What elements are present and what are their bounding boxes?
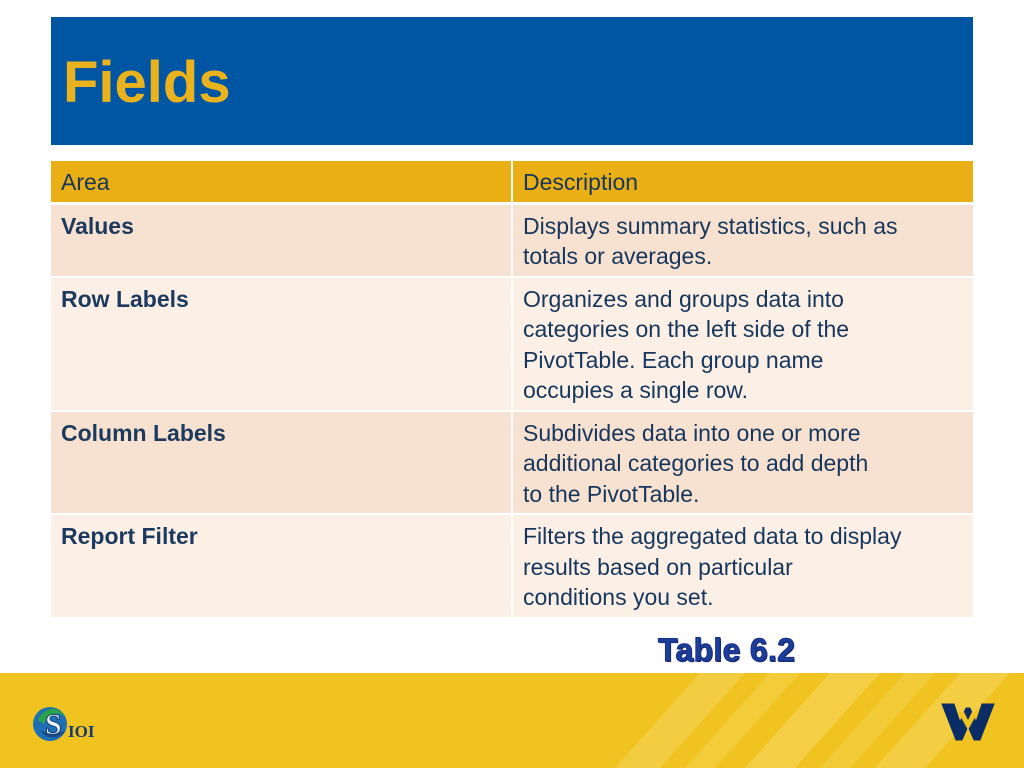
wvu-logo-icon: [940, 698, 996, 746]
column-header-area: Area: [51, 161, 512, 203]
area-cell: Values: [51, 203, 512, 277]
title-bar: [51, 17, 973, 145]
table-row: [51, 411, 973, 515]
table-row: [51, 203, 973, 277]
table-header-row: [51, 161, 973, 203]
table-row: [51, 277, 973, 411]
sioi-logo-icon: [30, 700, 110, 750]
fields-table: [51, 161, 973, 619]
description-line: PivotTable. Each group name: [523, 346, 824, 373]
description-cell: [512, 203, 973, 277]
description-line: to the PivotTable.: [523, 480, 700, 507]
description-line: Filters the aggregated data to display: [523, 523, 902, 549]
description-cell: [512, 514, 973, 618]
description-line: categories on the left side of the: [523, 316, 850, 342]
svg-text:S: S: [45, 708, 62, 741]
table-caption: Table 6.2: [658, 632, 796, 668]
description-line: results based on particular: [523, 553, 793, 580]
column-header-description: Description: [512, 161, 973, 203]
description-line: Organizes and groups data into: [523, 285, 844, 312]
description-line: occupies a single row.: [523, 377, 749, 403]
footer-stripes: [0, 673, 1024, 768]
description-cell: [512, 277, 973, 411]
area-cell: Row Labels: [51, 277, 512, 411]
description-line: Displays summary statistics, such as: [523, 212, 898, 239]
description-line: conditions you set.: [523, 584, 714, 610]
area-cell: Report Filter: [51, 514, 512, 618]
description-line: totals or averages.: [523, 243, 713, 269]
footer-band: [0, 673, 1024, 768]
description-cell: [512, 411, 973, 515]
description-line: Subdivides data into one or more: [523, 419, 861, 446]
description-line: additional categories to add depth: [523, 450, 869, 476]
slide-title: Fields: [63, 50, 231, 115]
table-row: [51, 514, 973, 618]
sioi-logo-text: IOI: [68, 722, 95, 741]
area-cell: Column Labels: [51, 411, 512, 515]
